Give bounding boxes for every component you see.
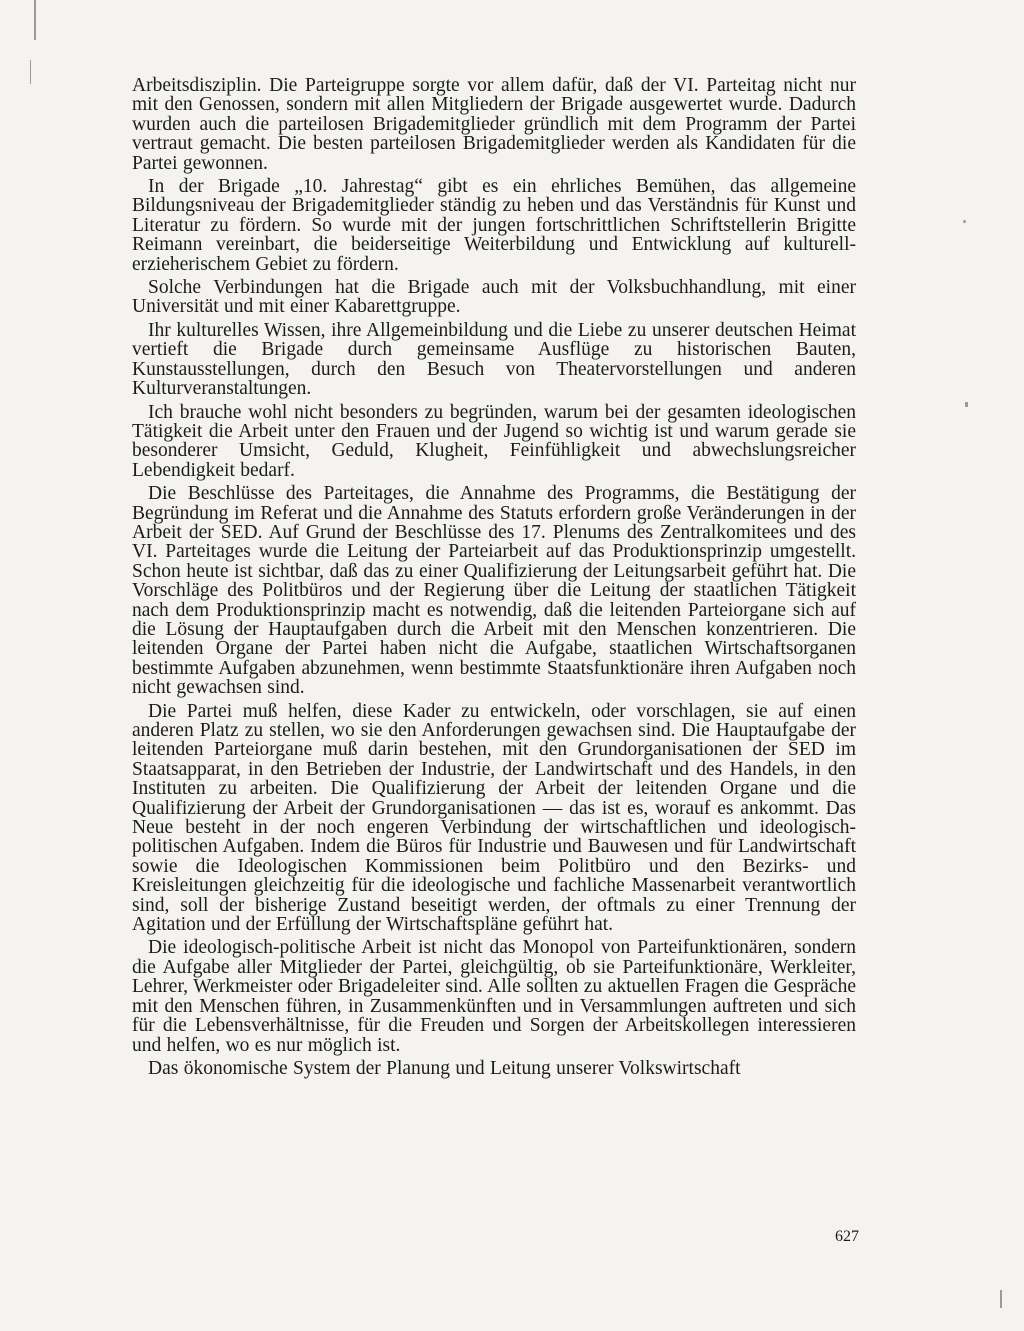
paragraph: Die ideologisch-politische Arbeit ist nicht das Monopol von Parteifunktionären, sondern die Aufgabe aller Mitglieder der Partei, gleichgültig, ob sie Parteifunktionäre, Werkleiter, Lehrer, Werkmeister oder Brigadeleiter sind. Alle sollten zu aktuellen Fragen die Gespräche mit den Menschen führen, in Zusammenkünften und in Versammlungen auftreten und sich für die Lebensverhältnisse, für die Freuden und Sorgen der Arbeitskollegen interessieren und helfen, wo es nur möglich ist.	[132, 937, 856, 1056]
scan-artifact	[30, 60, 31, 84]
scan-artifact	[34, 0, 36, 40]
paragraph: Die Partei muß helfen, diese Kader zu entwickeln, oder vorschlagen, sie auf einen anderen Platz zu stellen, wo sie den Anforderungen gewachsen sind. Die Hauptaufgabe der leitenden Parteiorgane muß darin bestehen, mit den Grundorganisationen der SED im Staatsapparat, in den Betrieben der Industrie, der Landwirtschaft und des Handels, in den Instituten zu arbeiten. Die Qualifizierung der Arbeit der leitenden Organe und die Qualifizierung der Arbeit der Grundorganisationen — das ist es, worauf es ankommt. Das Neue besteht in der noch engeren Verbindung der wirtschaftlichen und ideologisch-politischen Aufgaben. Indem die Büros für Industrie und Bauwesen und für Landwirtschaft sowie die Ideologischen Kommissionen beim Politbüro und den Bezirks- und Kreisleitungen gleichzeitig für die ideologische und fachliche Massenarbeit verantwortlich sind, soll der bisherige Zustand beseitigt werden, der oftmals zu einer Trennung der Agitation und der Erfüllung der Wirtschaftspläne geführt hat.	[132, 700, 856, 936]
scan-artifact	[1000, 1290, 1002, 1308]
paragraph: In der Brigade „10. Jahrestag“ gibt es ein ehrliches Bemühen, das allgemeine Bildungsniveau der Brigademitglieder ständig zu heben und das Verständnis für Kunst und Literatur zu fördern. So wurde mit der jungen fortschrittlichen Schriftstellerin Brigitte Reimann vereinbart, die beiderseitige Weiterbildung und Entwicklung auf kulturell-erzieherischem Gebiet zu fördern.	[132, 176, 856, 275]
paragraph: Solche Verbindungen hat die Brigade auch mit der Volksbuchhandlung, mit einer Universität und mit einer Kabarettgruppe.	[132, 277, 856, 318]
body-text	[132, 76, 856, 1082]
paragraph: Arbeitsdisziplin. Die Parteigruppe sorgte vor allem dafür, daß der VI. Parteitag nicht nur mit den Genossen, sondern mit allen Mitgliedern der Brigade ausgewertet wurde. Dadurch wurden auch die parteilosen Brigademitglieder gründlich mit dem Programm der Partei vertraut gemacht. Die besten parteilosen Brigademitglieder werden als Kandidaten für die Partei gewonnen.	[132, 75, 856, 174]
scan-artifact	[965, 402, 968, 407]
paragraph: Die Beschlüsse des Parteitages, die Annahme des Programms, die Bestätigung der Begründung im Referat und die Annahme des Statuts erfordern große Veränderungen in der Arbeit der SED. Auf Grund der Beschlüsse des 17. Plenums des Zentralkomitees und des VI. Parteitages wurde die Leitung der Parteiarbeit auf das Produktionsprinzip umgestellt. Schon heute ist sichtbar, daß das zu einer Qualifizierung der Leitungsarbeit geführt hat. Die Vorschläge des Politbüros und der Regierung über die Leitung der staatlichen Tätigkeit nach dem Produktionsprinzip macht es notwendig, daß die leitenden Parteiorgane sich auf die Lösung der Hauptaufgaben durch die Arbeit mit den Menschen konzentrieren. Die leitenden Organe der Partei haben nicht die Aufgabe, staatlichen Wirtschaftsorganen bestimmte Aufgaben abzunehmen, wenn bestimmte Staatsfunktionäre ihren Aufgaben noch nicht gewachsen sind.	[132, 483, 856, 699]
paragraph: Das ökonomische System der Planung und Leitung unserer Volkswirtschaft	[148, 1057, 741, 1079]
paragraph: Ihr kulturelles Wissen, ihre Allgemeinbildung und die Liebe zu unserer deutschen Heimat vertieft die Brigade durch gemeinsame Ausflüge zu historischen Bauten, Kunstausstellungen, durch den Besuch von Theatervorstellungen und anderen Kulturveranstaltungen.	[132, 319, 856, 400]
paragraph: Ich brauche wohl nicht besonders zu begründen, warum bei der gesamten ideologischen Tätigkeit die Arbeit unter den Frauen und der Jugend so wichtig ist und warum gerade sie besonderer Umsicht, Geduld, Klugheit, Feinfühligkeit und abwechslungsreicher Lebendigkeit bedarf.	[132, 401, 856, 481]
scan-artifact	[963, 220, 966, 223]
page-number: 627	[835, 1228, 859, 1245]
